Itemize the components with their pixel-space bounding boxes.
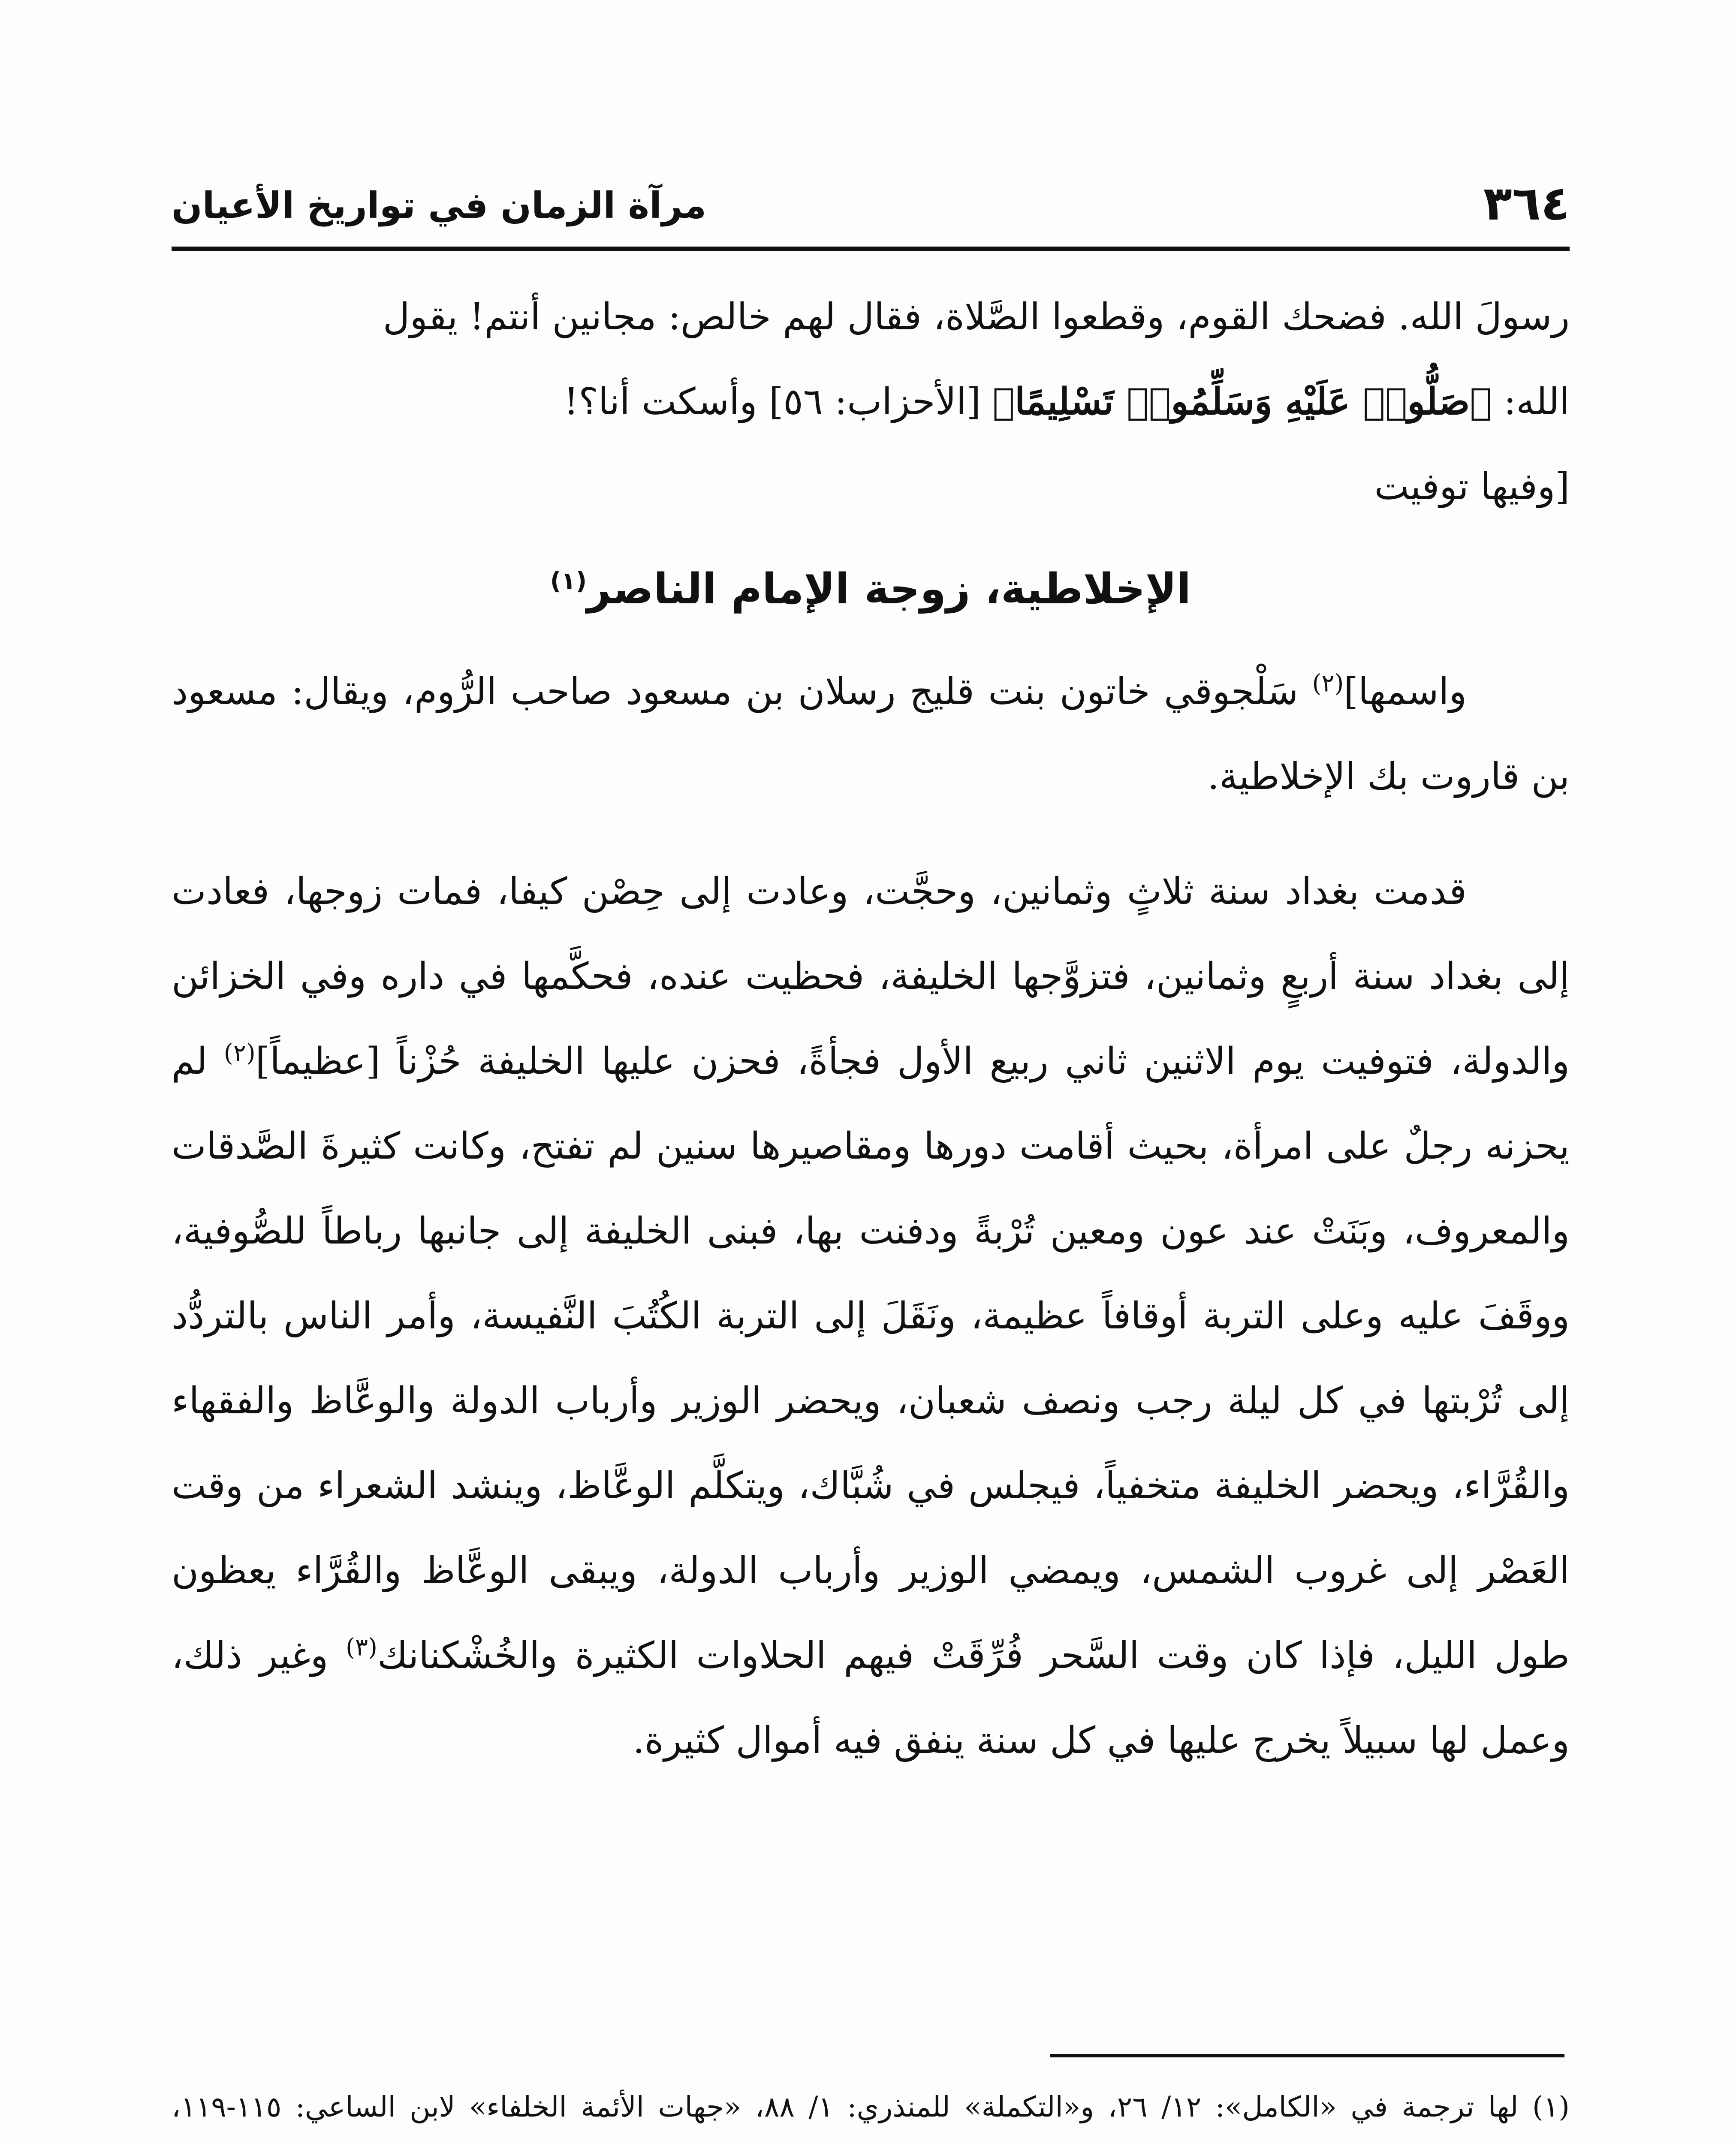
running-header [172,172,1570,249]
footnote-marker: (٣) [346,1633,377,1662]
paragraph-text: سَلْجوقي خاتون بنت قليج رسلان بن مسعود صاحب الرُّوم، ويقال: مسعود بن قاروت بك الإخلاطية. [172,670,1570,798]
intro-line [172,359,1570,444]
footnotes [172,2080,1570,2144]
intro-line: [وفيها توفيت [1374,465,1570,508]
quran-reference: [الأحزاب: ٥٦] وأسكت أنا؟! [564,380,993,423]
intro-text: الله: [1492,380,1570,423]
footnote-marker: (١) [550,567,587,595]
intro-line: رسولَ الله. فضحك القوم، وقطعوا الصَّلاة، فقال لهم خالص: مجانين أنتم! يقول [383,295,1570,338]
paragraph [172,849,1570,1783]
paragraph-text: قدمت بغداد سنة ثلاثٍ وثمانين، وحجَّت، وعادت إلى حِصْن كيفا، فمات زوجها، فعادت إلى بغداد سنة أربعٍ وثمانين، فتزوَّجها الخليفة، فحظيت عنده، فحكَّمها في داره وفي الخزائن والدولة، فتوفيت يوم الاثنين ثاني ربيع الأول فجأةً، فحزن عليها الخليفة حُزْناً [عظيماً] [172,870,1570,1083]
paragraph [172,649,1570,819]
paragraph-text: وغير ذلك، وعمل لها سبيلاً يخرج عليها في كل سنة ينفق فيه أموال كثيرة. [172,1634,1570,1762]
main-text [172,274,1570,1783]
footnote: (١) لها ترجمة في «الكامل»: ١٢/ ٢٦، و«التكملة» للمنذري: ١/ ٨٨، «جهات الأئمة الخلفاء» لابن الساعي: ١١٥-١١٩، [172,2090,1570,2123]
paragraph-gap [172,819,1570,849]
quran-verse: ﴿صَلُّوا۟ عَلَيْهِ وَسَلِّمُوا۟ تَسْلِيمًا﴾ [992,380,1492,423]
footnote-marker: (٢) [223,1039,256,1067]
paragraph-text: لم يحزنه رجلٌ على امرأة، بحيث أقامت دورها ومقاصيرها سنين لم تفتح، وكانت كثيرةَ الصَّدقات والمعروف، وبَنَتْ عند عون ومعين تُرْبةً ودفنت بها، فبنى الخليفة إلى جانبها رباطاً للصُّوفية، ووقَفَ عليه وعلى التربة أوقافاً عظيمة، ونَقَلَ إلى التربة الكُتُبَ النَّفيسة، وأمر الناس بالتردُّد إلى تُرْبتها في كل ليلة رجب ونصف شعبان، ويحضر الوزير وأرباب الدولة والوعَّاظ والفقهاء والقُرَّاء، ويحضر الخليفة متخفياً، فيجلس في شُبَّاك، ويتكلَّم الوعَّاظ، وينشد الشعراء من وقت العَصْر إلى غروب الشمس، ويمضي الوزير وأرباب الدولة، ويبقى الوعَّاظ والقُرَّاء يعظون طول الليل، فإذا كان وقت السَّحر فُرِّقَتْ فيهم الحلاوات الكثيرة والخُشْكنانك [172,1040,1570,1677]
section-title-text: الإخلاطية، زوجة الإمام الناصر [587,565,1191,614]
book-title: مرآة الزمان في تواريخ الأعيان [172,184,707,226]
footnote-marker: (٢) [1312,669,1344,698]
page-number: ٣٦٤ [1483,176,1570,231]
header-rule [172,247,1570,251]
paragraph-text: واسمها] [1344,670,1467,713]
section-title [172,555,1570,623]
footnote-rule [1050,2054,1564,2057]
